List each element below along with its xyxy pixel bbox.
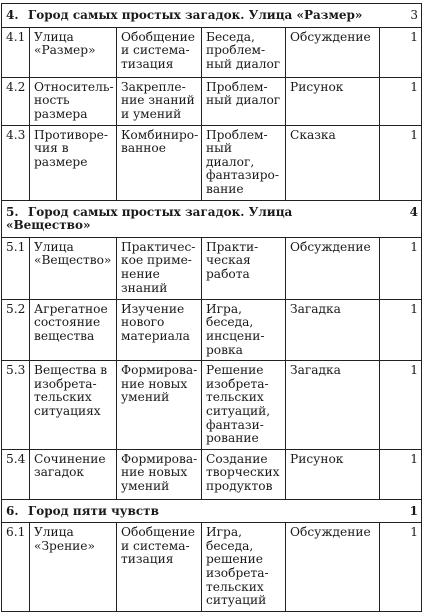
section-row	[2, 4, 422, 28]
topic-cell: Противоре-чия в размере	[30, 125, 117, 200]
row-number: 5.2	[2, 299, 30, 360]
table-row	[2, 77, 422, 125]
section-number: 5.	[6, 204, 19, 219]
hours-cell: 1	[380, 237, 422, 299]
curriculum-table	[1, 3, 422, 612]
control-cell: Рисунок	[286, 77, 380, 125]
table-row	[2, 299, 422, 360]
hours-cell: 1	[380, 299, 422, 360]
lesson-type-cell: Обобщение и системa-тизация	[117, 27, 202, 77]
control-cell: Загадка	[286, 361, 380, 450]
form-cell: Создание творческих продуктов	[202, 449, 286, 499]
hours-cell: 1	[380, 361, 422, 450]
section-title: Город самых простых загадок. Улица «Вещество»	[6, 204, 293, 233]
form-cell: Беседа, проблем-ный диалог	[202, 27, 286, 77]
hours-cell: 1	[380, 449, 422, 499]
lesson-type-cell: Закрепле-ние знаний и умений	[117, 77, 202, 125]
section-number: 6.	[6, 503, 19, 518]
lesson-type-cell: Формирова-ние новых умений	[117, 449, 202, 499]
table-row	[2, 237, 422, 299]
section-title: Город пяти чувств	[28, 503, 159, 518]
control-cell: Загадка	[286, 299, 380, 360]
topic-cell: Улица «Зрение»	[30, 523, 117, 612]
hours-cell: 1	[380, 77, 422, 125]
section-title-cell	[2, 4, 380, 28]
control-cell: Рисунок	[286, 449, 380, 499]
topic-cell: Относитель-ность размера	[30, 77, 117, 125]
control-cell: Обсуждение	[286, 523, 380, 612]
section-number: 4.	[6, 8, 19, 22]
form-cell: Игра, беседа, инсцени-ровка	[202, 299, 286, 360]
lesson-type-cell: Формирова-ние новых умений	[117, 361, 202, 450]
section-title: Город самых простых загадок. Улица «Размер»	[28, 8, 363, 22]
row-number: 4.2	[2, 77, 30, 125]
hours-cell: 1	[380, 523, 422, 612]
row-number: 5.3	[2, 361, 30, 450]
lesson-type-cell: Обобщение и системa-тизация	[117, 523, 202, 612]
control-cell: Обсуждение	[286, 27, 380, 77]
section-hours: 1	[380, 499, 422, 523]
topic-cell: Улица «Вещество»	[30, 237, 117, 299]
lesson-type-cell: Практичес-кое приме-нение знаний	[117, 237, 202, 299]
section-title-cell	[2, 499, 380, 523]
table-row	[2, 361, 422, 450]
lesson-type-cell: Комбиниро-ванное	[117, 125, 202, 200]
section-hours: 4	[380, 200, 422, 237]
table-row	[2, 125, 422, 200]
control-cell: Сказка	[286, 125, 380, 200]
form-cell: Проблем-ный диалог, фантазиро-вание	[202, 125, 286, 200]
table-row	[2, 27, 422, 77]
row-number: 6.1	[2, 523, 30, 612]
form-cell: Решение изобрета-тельских ситуаций, фантази-рование	[202, 361, 286, 450]
topic-cell: Улица «Размер»	[30, 27, 117, 77]
form-cell: Игра, беседа, решение изобрета-тельских ситуаций	[202, 523, 286, 612]
section-hours: 3	[380, 4, 422, 28]
form-cell: Проблем-ный диалог	[202, 77, 286, 125]
row-number: 4.1	[2, 27, 30, 77]
section-row	[2, 200, 422, 237]
control-cell: Обсуждение	[286, 237, 380, 299]
row-number: 5.4	[2, 449, 30, 499]
topic-cell: Агрегатное состояние вещества	[30, 299, 117, 360]
topic-cell: Вещества в изобрета-тельских ситуациях	[30, 361, 117, 450]
section-title-cell	[2, 200, 380, 237]
row-number: 4.3	[2, 125, 30, 200]
section-row	[2, 499, 422, 523]
hours-cell: 1	[380, 27, 422, 77]
form-cell: Практи-ческая работа	[202, 237, 286, 299]
hours-cell: 1	[380, 125, 422, 200]
table-row	[2, 523, 422, 612]
table-row	[2, 449, 422, 499]
lesson-type-cell: Изучение нового материала	[117, 299, 202, 360]
row-number: 5.1	[2, 237, 30, 299]
topic-cell: Сочинение загадок	[30, 449, 117, 499]
